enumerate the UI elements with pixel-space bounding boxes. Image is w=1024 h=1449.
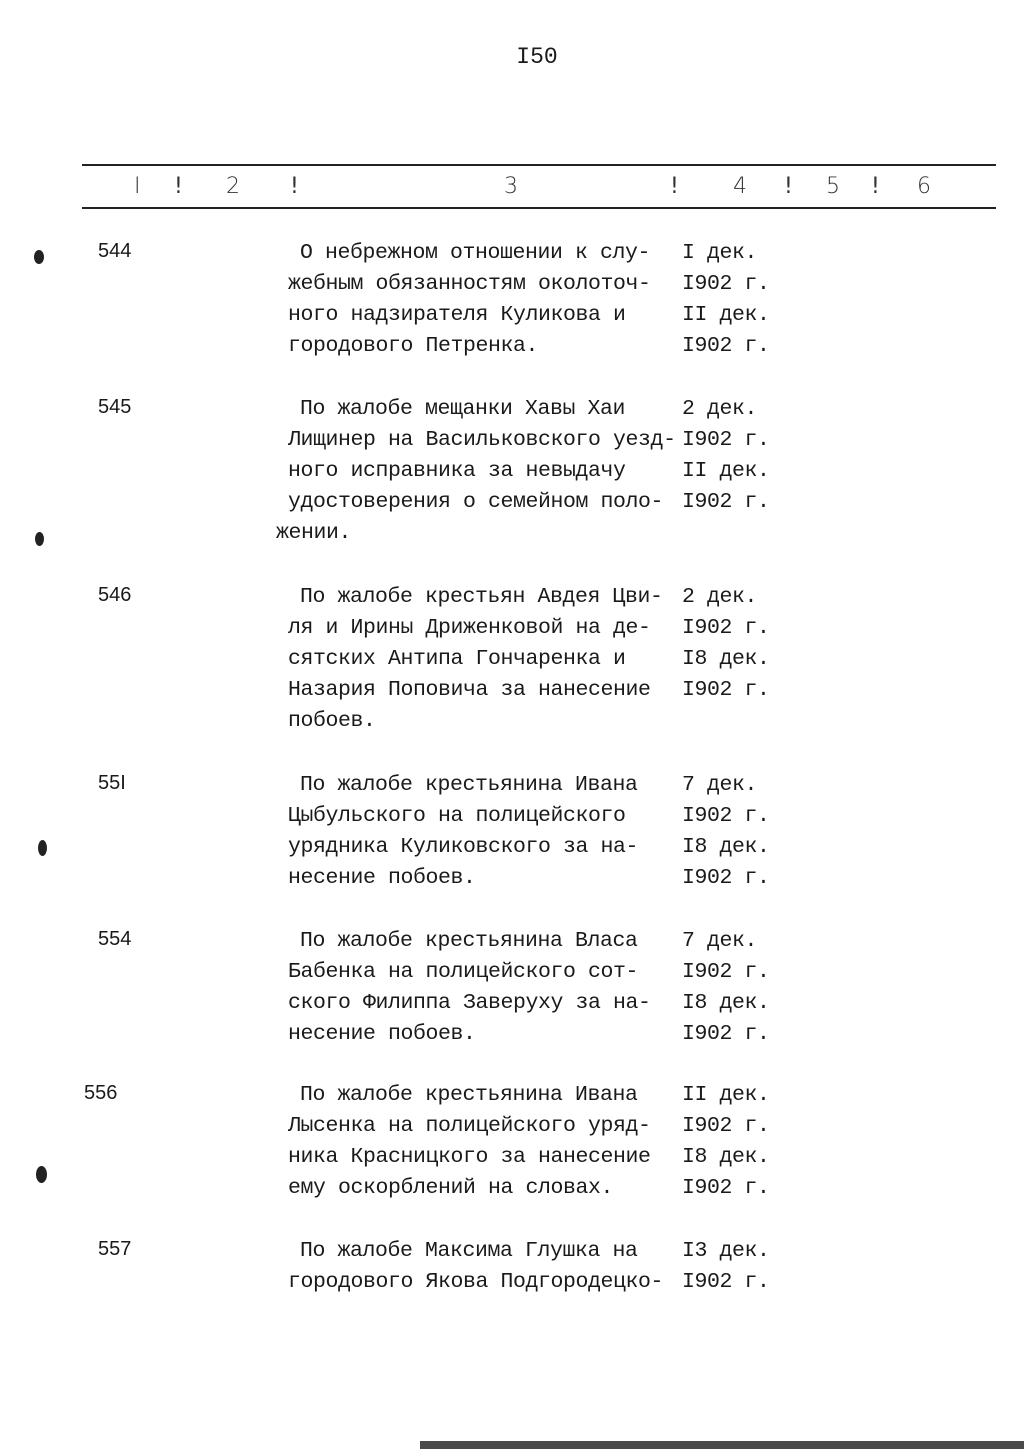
- entry-description-line: урядника Куликовского за на-: [288, 835, 639, 859]
- entry-date: I902 г.: [682, 1176, 770, 1200]
- entry-description-line: ского Филиппа Заверуху за на-: [288, 991, 651, 1015]
- entry-description-line: несение побоев.: [288, 1022, 476, 1046]
- binding-mark: [36, 1166, 47, 1183]
- entry-date: 2 дек.: [682, 585, 758, 609]
- column-header-5: 5: [826, 174, 840, 199]
- entry-date: 7 дек.: [682, 773, 758, 797]
- entry-description-line: Цыбульского на полицейского: [288, 804, 626, 828]
- entry-number: 544: [98, 240, 132, 262]
- entry-date: I дек.: [682, 241, 758, 265]
- entry-description-line: ему оскорблений на словах.: [288, 1176, 614, 1200]
- entry-description-line: Лысенка на полицейского уряд-: [288, 1114, 651, 1138]
- entry-date: I902 г.: [682, 334, 770, 358]
- column-separator: !: [174, 174, 183, 199]
- column-header-4: 4: [733, 174, 747, 199]
- binding-mark: [38, 840, 47, 856]
- entry-description-line: ля и Ирины Дриженковой на де-: [288, 616, 651, 640]
- entry-date: I902 г.: [682, 678, 770, 702]
- entry-date: I8 дек.: [682, 647, 770, 671]
- entry-description-line: О небрежном отношении к слу-: [300, 241, 651, 265]
- entry-description-line: жении.: [276, 521, 352, 545]
- entry-number: 545: [98, 396, 132, 418]
- entry-description-line: жебным обязанностям околоточ-: [288, 272, 651, 296]
- column-separator: !: [871, 174, 880, 199]
- entry-number: 556: [84, 1082, 118, 1104]
- entry-date: I8 дек.: [682, 835, 770, 859]
- column-header-3: 3: [504, 174, 518, 199]
- entry-number: 557: [98, 1238, 132, 1260]
- entry-description-line: побоев.: [288, 709, 376, 733]
- entry-description-line: ника Красницкого за нанесение: [288, 1145, 651, 1169]
- column-separator: !: [290, 174, 299, 199]
- column-separator: !: [670, 174, 679, 199]
- column-header-6: 6: [917, 174, 931, 199]
- entry-date: I902 г.: [682, 428, 770, 452]
- header-bottom-rule: [82, 207, 996, 209]
- page-number: I50: [516, 44, 558, 70]
- entry-date: I902 г.: [682, 1270, 770, 1294]
- entry-description-line: городового Якова Подгородецко-: [288, 1270, 664, 1294]
- entry-description-line: По жалобе крестьян Авдея Цви-: [300, 585, 663, 609]
- entry-description-line: По жалобе мещанки Хавы Хаи: [300, 397, 626, 421]
- entry-description-line: По жалобе крестьянина Ивана: [300, 773, 638, 797]
- entry-date: II дек.: [682, 459, 770, 483]
- entry-description-line: ного надзирателя Куликова и: [288, 303, 626, 327]
- binding-mark: [35, 532, 44, 546]
- entry-date: I3 дек.: [682, 1239, 770, 1263]
- entry-description-line: удостоверения о семейном поло-: [288, 490, 664, 514]
- entry-date: I902 г.: [682, 1114, 770, 1138]
- scan-edge-band: [420, 1441, 1024, 1449]
- entry-date: II дек.: [682, 1083, 770, 1107]
- entry-date: II дек.: [682, 303, 770, 327]
- column-header-1: I: [134, 174, 141, 199]
- entry-number: 554: [98, 928, 132, 950]
- entry-date: I902 г.: [682, 1022, 770, 1046]
- header-top-rule: [82, 164, 996, 166]
- binding-mark: [34, 250, 44, 264]
- entry-description-line: Бабенка на полицейского сот-: [288, 960, 639, 984]
- column-header-2: 2: [226, 174, 240, 199]
- entry-description-line: сятских Антипа Гончаренка и: [288, 647, 626, 671]
- entry-date: I902 г.: [682, 272, 770, 296]
- entry-description-line: городового Петренка.: [288, 334, 539, 358]
- column-separator: !: [784, 174, 793, 199]
- entry-description-line: ного исправника за невыдачу: [288, 459, 626, 483]
- entry-description-line: Лищинер на Васильковского уезд-: [288, 428, 676, 452]
- entry-date: I902 г.: [682, 490, 770, 514]
- entry-description-line: Назария Поповича за нанесение: [288, 678, 651, 702]
- entry-description-line: По жалобе крестьянина Ивана: [300, 1083, 638, 1107]
- entry-date: 7 дек.: [682, 929, 758, 953]
- entry-date: I902 г.: [682, 866, 770, 890]
- entry-description-line: По жалобе крестьянина Власа: [300, 929, 638, 953]
- entry-number: 546: [98, 584, 132, 606]
- entry-date: I902 г.: [682, 960, 770, 984]
- entry-date: I8 дек.: [682, 1145, 770, 1169]
- entry-number: 55I: [98, 772, 126, 794]
- entry-date: I902 г.: [682, 804, 770, 828]
- entry-description-line: По жалобе Максима Глушка на: [300, 1239, 638, 1263]
- entry-date: I8 дек.: [682, 991, 770, 1015]
- entry-date: I902 г.: [682, 616, 770, 640]
- entry-description-line: несение побоев.: [288, 866, 476, 890]
- entry-date: 2 дек.: [682, 397, 758, 421]
